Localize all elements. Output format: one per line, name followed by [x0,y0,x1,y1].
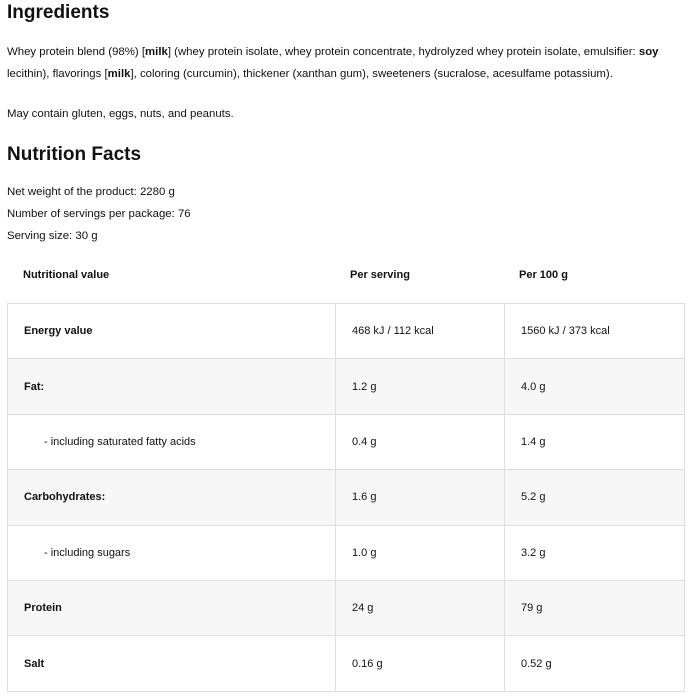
per-100g-value: 79 g [505,580,685,635]
per-serving-value: 0.4 g [336,414,505,469]
per-serving-value: 24 g [336,580,505,635]
per-serving-value: 0.16 g [336,636,505,691]
net-weight: Net weight of the product: 2280 g [7,186,175,198]
table-row [8,304,685,359]
ingredients-heading: Ingredients [7,2,110,23]
nutrient-name [8,525,336,580]
table-row [8,359,685,414]
per-100g-value: 5.2 g [505,470,685,525]
per-100g-value: 3.2 g [505,525,685,580]
per-100g-value: 1.4 g [505,414,685,469]
nutrient-name [8,414,336,469]
per-serving-value: 1.2 g [336,359,505,414]
per-serving-value: 1.0 g [336,525,505,580]
nutrition-heading: Nutrition Facts [7,144,142,165]
nutrient-name: Salt [8,636,336,691]
per-100g-value: 1560 kJ / 373 kcal [505,304,685,359]
column-header-per-serving: Per serving [350,269,410,281]
nutrient-name: Carbohydrates: [8,470,336,525]
product-info [7,181,685,247]
column-header-per-100g: Per 100 g [519,269,568,281]
per-serving-value: 468 kJ / 112 kcal [336,304,505,359]
nutrient-name: Energy value [8,304,336,359]
per-100g-value: 0.52 g [505,636,685,691]
serving-size: Serving size: 30 g [7,230,98,242]
table-header [7,263,685,303]
table-row [8,580,685,635]
table-row [8,636,685,691]
ingredients-text: Whey protein blend (98%) [milk] (whey protein isolate, whey protein concentrate, hydrolyzed whey protein isolate, emulsifier: soy lecithin), flavorings [milk], coloring (curcumin), thickener (xanthan gum), sweeteners (sucralose, acesulfame potassium). [7,46,659,80]
nutrient-name: Protein [8,580,336,635]
table-row [8,525,685,580]
per-serving-value: 1.6 g [336,470,505,525]
servings-per-package: Number of servings per package: 76 [7,208,191,220]
per-100g-value: 4.0 g [505,359,685,414]
table-row [8,414,685,469]
table-row [8,470,685,525]
allergen-note: May contain gluten, eggs, nuts, and peanuts. [7,108,234,120]
nutrient-name: Fat: [8,359,336,414]
nutrient-sub-label: - including saturated fatty acids [44,435,196,448]
nutrition-table [7,303,685,692]
nutrient-sub-label: - including sugars [44,546,131,559]
column-header-nutritional-value: Nutritional value [23,269,110,281]
